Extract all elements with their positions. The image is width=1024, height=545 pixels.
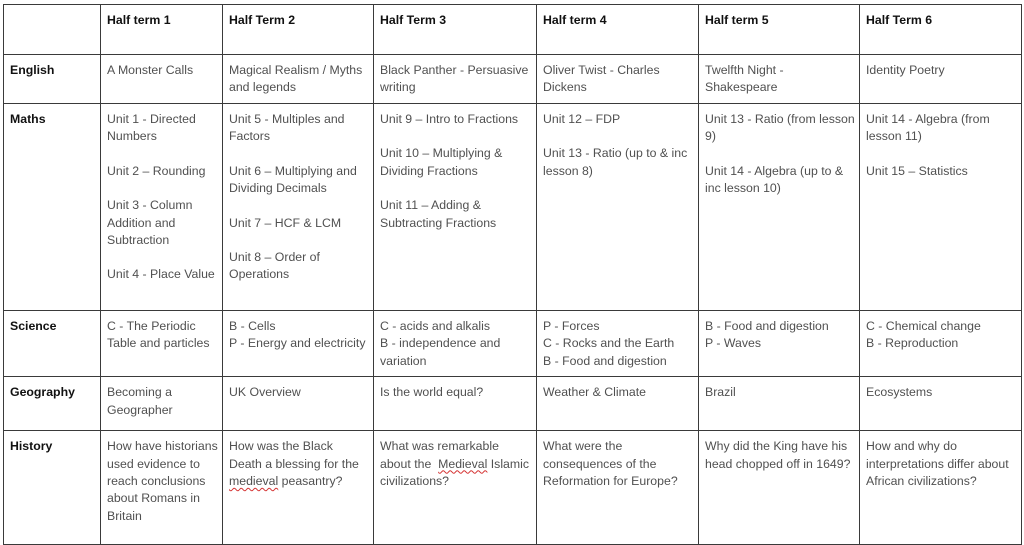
- cell-text: Identity Poetry: [866, 63, 945, 77]
- header-half-term-4: Half term 4: [537, 5, 699, 55]
- unit-text: Unit 1 - Directed Numbers: [107, 112, 196, 144]
- header-half-term-2: Half Term 2: [223, 5, 374, 55]
- cell-text: Brazil: [705, 385, 736, 400]
- cell: [101, 377, 223, 431]
- text-fragment: peasantry?: [278, 474, 343, 489]
- cell: [699, 431, 860, 545]
- cell: [860, 311, 1022, 377]
- cell: [860, 377, 1022, 431]
- text-fragment: What was remarkable about the: [380, 439, 503, 471]
- cell-text: Oliver Twist - Charles Dickens: [543, 63, 660, 95]
- cell: [537, 431, 699, 545]
- cell-text: Becoming a Geographer: [107, 385, 173, 417]
- cell-text: Is the world equal?: [380, 385, 484, 400]
- cell-text: Ecosystems: [866, 385, 933, 400]
- cell: [537, 377, 699, 431]
- header-half-term-5: Half term 5: [699, 5, 860, 55]
- question-text: [229, 439, 359, 488]
- question-text: How have historians used evidence to reach conclusions about Romans in Britain: [107, 439, 218, 523]
- cell: [223, 311, 374, 377]
- topic-text: C - Chemical change: [866, 319, 981, 333]
- cell-text: Magical Realism / Myths and legends: [229, 63, 363, 95]
- unit-text: Unit 6 – Multiplying and Dividing Decimals: [229, 163, 357, 196]
- topic-text: P - Energy and electricity: [229, 336, 366, 351]
- cell: [374, 311, 537, 377]
- cell: [860, 431, 1022, 545]
- cell: [374, 55, 537, 104]
- unit-text: Unit 4 - Place Value: [107, 267, 215, 282]
- cell: [223, 431, 374, 545]
- cell: [860, 55, 1022, 104]
- row-geography: [4, 377, 1022, 431]
- header-half-term-3: Half Term 3: [374, 5, 537, 55]
- unit-text: Unit 11 – Adding & Subtracting Fractions: [380, 198, 497, 230]
- unit-text: Unit 13 - Ratio (up to & inc lesson 8): [543, 146, 688, 178]
- cell: [374, 104, 537, 311]
- unit-text: Unit 14 - Algebra (up to & inc lesson 10): [705, 163, 844, 196]
- topic-text: B - Cells: [229, 319, 276, 333]
- cell: [537, 104, 699, 311]
- topic-text: B - independence and variation: [380, 336, 501, 368]
- cell: [860, 104, 1022, 311]
- topic-text: P - Forces: [543, 319, 600, 333]
- unit-text: Unit 9 – Intro to Fractions: [380, 112, 519, 126]
- topic-text: B - Food and digestion: [705, 319, 829, 333]
- question-text: Why did the King have his head chopped off in 1649?: [705, 439, 851, 471]
- cell: [223, 377, 374, 431]
- row-science: [4, 311, 1022, 377]
- cell-text: A Monster Calls: [107, 63, 194, 77]
- unit-text: Unit 2 – Rounding: [107, 163, 206, 178]
- unit-text: Unit 12 – FDP: [543, 112, 621, 126]
- unit-text: Unit 10 – Multiplying & Dividing Fractions: [380, 146, 503, 178]
- header-corner: [4, 5, 101, 55]
- spellcheck-flagged-word[interactable]: medieval: [229, 474, 279, 489]
- cell: [101, 104, 223, 311]
- question-text: [380, 439, 532, 488]
- question-text: What were the consequences of the Reformation for Europe?: [543, 439, 678, 489]
- cell: [374, 431, 537, 545]
- subject-label: Geography: [4, 377, 101, 431]
- topic-text: C - acids and alkalis: [380, 319, 491, 333]
- topic-text: B - Food and digestion: [543, 353, 667, 368]
- cell: [699, 55, 860, 104]
- topic-text: C - Rocks and the Earth: [543, 336, 675, 351]
- topic-text: B - Reproduction: [866, 336, 959, 351]
- topic-text: P - Waves: [705, 336, 762, 351]
- subject-label: English: [4, 55, 101, 104]
- cell: [374, 377, 537, 431]
- unit-text: Unit 8 – Order of Operations: [229, 250, 320, 282]
- cell: [223, 104, 374, 311]
- unit-text: Unit 14 - Algebra (from lesson 11): [866, 112, 990, 144]
- unit-text: Unit 3 - Column Addition and Subtraction: [107, 198, 193, 248]
- row-history: [4, 431, 1022, 545]
- cell: [537, 55, 699, 104]
- cell: [699, 311, 860, 377]
- cell: [101, 55, 223, 104]
- cell-text: Black Panther - Persuasive writing: [380, 63, 529, 95]
- cell: [101, 311, 223, 377]
- header-row: [4, 5, 1022, 55]
- subject-label: Science: [4, 311, 101, 377]
- unit-text: Unit 7 – HCF & LCM: [229, 215, 342, 230]
- cell: [101, 431, 223, 545]
- subject-label: Maths: [4, 104, 101, 311]
- spellcheck-flagged-word[interactable]: Medieval: [438, 456, 488, 471]
- cell: [699, 377, 860, 431]
- row-maths: [4, 104, 1022, 311]
- subject-label: History: [4, 431, 101, 545]
- cell: [537, 311, 699, 377]
- curriculum-table: [3, 4, 1022, 545]
- curriculum-table-container: [3, 4, 1022, 545]
- cell-text: Twelfth Night - Shakespeare: [705, 63, 784, 95]
- unit-text: Unit 13 - Ratio (from lesson 9): [705, 112, 855, 144]
- cell: [699, 104, 860, 311]
- row-english: [4, 55, 1022, 104]
- topic-text: C - The Periodic Table and particles: [107, 319, 210, 351]
- cell-text: Weather & Climate: [543, 385, 646, 400]
- unit-text: Unit 15 – Statistics: [866, 163, 968, 178]
- text-fragment: How was the Black Death a blessing for the: [229, 439, 359, 471]
- cell-text: UK Overview: [229, 385, 301, 400]
- cell: [223, 55, 374, 104]
- text-fragment: Islamic civilizations?: [380, 456, 533, 489]
- header-half-term-6: Half Term 6: [860, 5, 1022, 55]
- unit-text: Unit 5 - Multiples and Factors: [229, 112, 345, 144]
- question-text: How and why do interpretations differ about African civilizations?: [866, 439, 1009, 489]
- header-half-term-1: Half term 1: [101, 5, 223, 55]
